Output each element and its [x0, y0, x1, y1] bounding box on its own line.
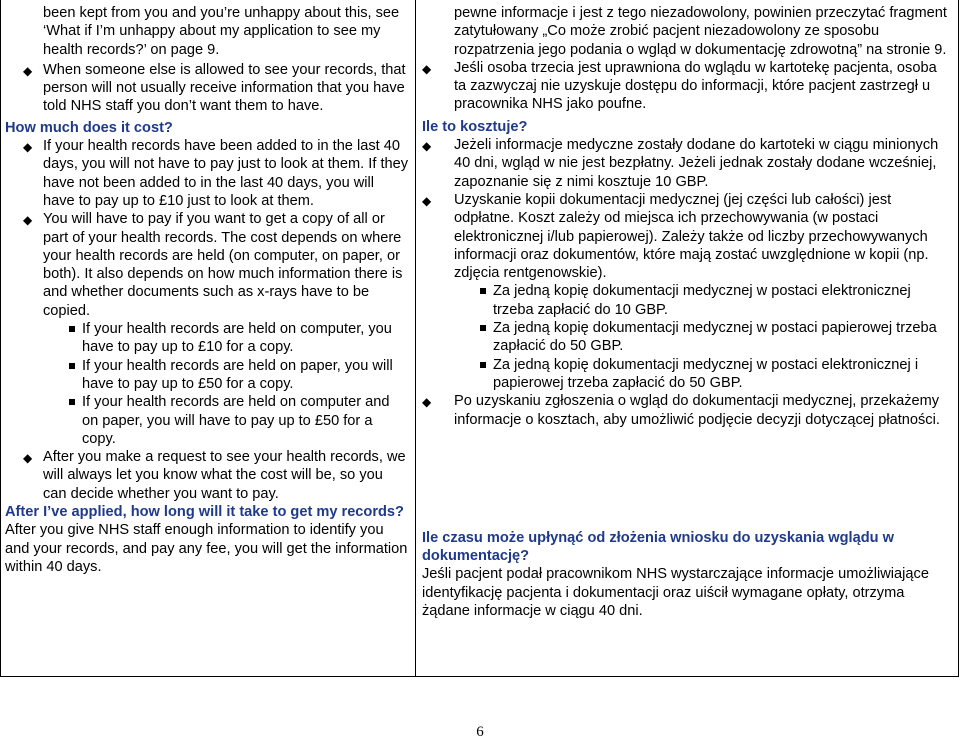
bullet-icon: ◆: [422, 193, 432, 208]
list-item: [5, 4, 409, 59]
bullet-icon: ◆: [23, 213, 33, 228]
list-item: [5, 210, 409, 448]
cost-list: [5, 137, 409, 503]
intro-item-text: pewne informacje i jest z tego niezadowolony, powinien przeczytać fragment zatytułowany „Co może zrobić pacjent niezadowolony ze sposobu rozpatrzenia jego podania o wgląd w dokumentację zdrowotną” na stronie 9.: [454, 5, 947, 58]
bullet-icon: ◆: [422, 139, 432, 154]
sublist-item: [5, 393, 409, 448]
sublist-item: [422, 356, 952, 393]
square-bullet-icon: [69, 326, 75, 332]
list-item: [422, 59, 952, 114]
list-item: [422, 136, 952, 191]
cost-heading: How much does it cost?: [5, 119, 173, 136]
intro-item-text: Jeśli osoba trzecia jest uprawniona do wglądu w kartotekę pacjenta, osoba ta zazwyczaj nie uzyskuje dostępu do informacji, które pacjent zastrzegł u pracownika NHS jako poufne.: [454, 59, 937, 113]
square-bullet-icon: [480, 362, 486, 368]
subitem-text: If your health records are held on computer, you have to pay up to £10 for a copy.: [82, 321, 392, 356]
cost-after-text: Po uzyskaniu zgłoszenia o wgląd do dokumentacji medycznej, przekażemy informacje o kosztach, aby umożliwić podjęcie decyzji dotyczącej płatności.: [454, 393, 940, 428]
subitem-text: Za jedną kopię dokumentacji medycznej w postaci papierowej trzeba zapłacić do 50 GBP.: [493, 320, 937, 355]
list-item: [422, 191, 952, 392]
intro-list: [422, 4, 952, 114]
square-bullet-icon: [69, 363, 75, 369]
time-heading: Ile czasu może upłynąć od złożenia wniosku do uzyskania wglądu w dokumentację?: [422, 529, 894, 565]
square-bullet-icon: [480, 325, 486, 331]
cost-heading: Ile to kosztuje?: [422, 118, 528, 135]
bullet-icon: ◆: [23, 63, 33, 78]
english-column: [1, 0, 416, 676]
list-item: [422, 392, 952, 429]
intro-list: [5, 4, 409, 116]
sublist-item: [422, 282, 952, 319]
cost-item-text: Uzyskanie kopii dokumentacji medycznej (jej części lub całości) jest odpłatne. Koszt zależy od miejsca ich przechowywania (w postaci elektronicznej i/lub papierowej). Zależy także od liczby przechowywanych informacji oraz dokumentów, które mają zostać uwzględnione w kopii (np. zdjęcia rentgenowskie).: [454, 191, 929, 282]
cost-item-text: You will have to pay if you want to get a copy of all or part of your health records. The cost depends on where your health records are held (on computer, on paper, or both). It also depends on how much information there is and whether documents such as x-rays have to be copied.: [43, 211, 403, 319]
bullet-icon: ◆: [422, 395, 432, 410]
bullet-icon: ◆: [23, 451, 33, 466]
bullet-icon: ◆: [23, 140, 33, 155]
list-item: [5, 61, 409, 116]
time-text: After you give NHS staff enough information to identify you and your records, and pay any fee, you will get the information within 40 days.: [5, 522, 408, 575]
intro-item-text: When someone else is allowed to see your records, that person will not usually receive information that you have told NHS staff you don’t want them to have.: [43, 61, 406, 115]
list-item: [5, 137, 409, 210]
cost-list: [422, 136, 952, 429]
subitem-text: Za jedną kopię dokumentacji medycznej w postaci elektronicznej trzeba zapłacić do 10 GBP.: [493, 283, 911, 318]
sublist-item: [422, 319, 952, 356]
subitem-text: If your health records are held on paper, you will have to pay up to £50 for a copy.: [82, 357, 393, 392]
cost-item-text: Jeżeli informacje medyczne zostały dodane do kartoteki w ciągu minionych 40 dni, wgląd w nie jest bezpłatny. Jeżeli jednak zostały dodane wcześniej, zapoznanie się z nimi kosztuje 10 GBP.: [454, 137, 939, 190]
cost-after-text: After you make a request to see your health records, we will always let you know what the cost will be, so you can decide whether you want to pay.: [43, 449, 406, 502]
sublist-item: [5, 320, 409, 357]
subitem-text: Za jedną kopię dokumentacji medycznej w postaci elektronicznej i papierowej trzeba zapłacić do 50 GBP.: [493, 356, 919, 391]
time-text: Jeśli pacjent podał pracownikom NHS wystarczające informacje umożliwiające identyfikację pacjenta i dokumentacji oraz uiścił wymagane opłaty, otrzyma żądane informacje w ciągu 40 dni.: [422, 566, 929, 620]
square-bullet-icon: [69, 399, 75, 405]
bullet-icon: ◆: [422, 61, 432, 76]
sublist-item: [5, 357, 409, 394]
time-heading: After I’ve applied, how long will it take to get my records?: [5, 504, 404, 521]
square-bullet-icon: [480, 288, 486, 294]
cost-item-text: If your health records have been added to in the last 40 days, you will not have to pay just to look at them. If they have not been added to in the last 40 days, you will have to pay up to £10 just to look at them.: [43, 138, 409, 209]
polish-column: [416, 0, 958, 676]
cost-sublist: [5, 320, 409, 448]
list-item: [422, 4, 952, 59]
list-item: [5, 448, 409, 503]
subitem-text: If your health records are held on computer and on paper, you will have to pay up to £50 for a copy.: [82, 394, 390, 447]
page-number: 6: [476, 724, 484, 740]
intro-item-text: been kept from you and you’re unhappy about this, see ‘What if I’m unhappy about my application to see my health records?’ on page 9.: [43, 5, 400, 58]
cost-sublist: [422, 282, 952, 392]
